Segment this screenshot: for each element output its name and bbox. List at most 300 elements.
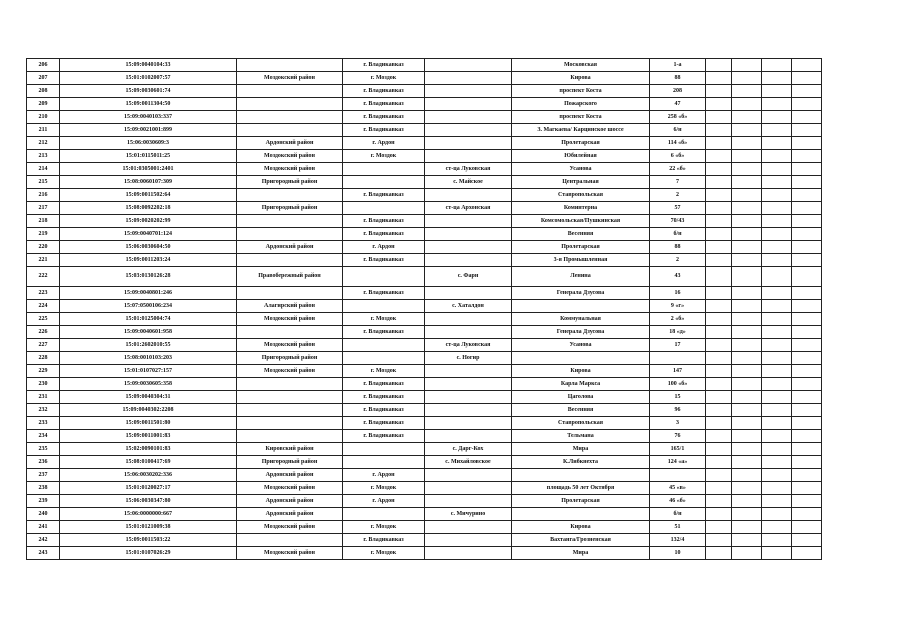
district-cell: Моздокский район [237, 521, 343, 534]
table-row [27, 391, 822, 404]
house-number-cell: 9 «г» [650, 300, 706, 313]
settlement-cell: с. Дарг-Кох [425, 443, 512, 456]
cadastral-number-cell: 15:08:0100417:69 [60, 456, 237, 469]
empty-cell [732, 443, 762, 456]
street-cell: Усанова [512, 163, 650, 176]
empty-cell [732, 150, 762, 163]
cadastral-number-cell: 15:09:0011502:64 [60, 189, 237, 202]
empty-cell [732, 378, 762, 391]
street-cell: Ленина [512, 267, 650, 287]
empty-cell [706, 313, 732, 326]
district-cell [237, 254, 343, 267]
cadastral-number-cell: 15:06:0030604:50 [60, 241, 237, 254]
row-number-cell: 209 [27, 98, 60, 111]
house-number-cell: 88 [650, 72, 706, 85]
city-cell: г. Владикавказ [343, 326, 425, 339]
district-cell [237, 404, 343, 417]
district-cell [237, 417, 343, 430]
district-cell [237, 189, 343, 202]
empty-cell [792, 254, 822, 267]
city-cell [343, 508, 425, 521]
cadastral-number-cell: 15:06:0030347:80 [60, 495, 237, 508]
empty-cell [762, 417, 792, 430]
cadastral-number-cell: 15:06:0000000:667 [60, 508, 237, 521]
empty-cell [792, 391, 822, 404]
empty-cell [732, 313, 762, 326]
district-cell: Кировский район [237, 443, 343, 456]
table-row [27, 352, 822, 365]
empty-cell [706, 72, 732, 85]
table-row [27, 287, 822, 300]
house-number-cell: 208 [650, 85, 706, 98]
empty-cell [732, 508, 762, 521]
empty-cell [706, 378, 732, 391]
empty-cell [792, 547, 822, 560]
empty-cell [762, 443, 792, 456]
street-cell: Генерала Дзусова [512, 287, 650, 300]
street-cell: Пожарского [512, 98, 650, 111]
cadastral-number-cell: 15:01:0305001:2401 [60, 163, 237, 176]
table-row [27, 508, 822, 521]
empty-cell [732, 241, 762, 254]
row-number-cell: 236 [27, 456, 60, 469]
district-cell: Пригородный район [237, 456, 343, 469]
row-number-cell: 242 [27, 534, 60, 547]
house-number-cell: 2 «б» [650, 313, 706, 326]
empty-cell [792, 469, 822, 482]
city-cell: г. Владикавказ [343, 85, 425, 98]
empty-cell [732, 495, 762, 508]
table-row [27, 547, 822, 560]
empty-cell [792, 495, 822, 508]
street-cell: Вахтанга/Грозненская [512, 534, 650, 547]
empty-cell [706, 482, 732, 495]
empty-cell [762, 300, 792, 313]
settlement-cell [425, 495, 512, 508]
empty-cell [706, 228, 732, 241]
row-number-cell: 208 [27, 85, 60, 98]
house-number-cell: 258 «б» [650, 111, 706, 124]
settlement-cell [425, 326, 512, 339]
city-cell [343, 443, 425, 456]
cadastral-number-cell: 15:09:0011001:83 [60, 430, 237, 443]
cadastral-number-cell: 15:01:0102007:57 [60, 72, 237, 85]
street-cell: Карла Маркса [512, 378, 650, 391]
district-cell: Правобережный район [237, 267, 343, 287]
empty-cell [792, 300, 822, 313]
district-cell [237, 228, 343, 241]
district-cell [237, 124, 343, 137]
settlement-cell [425, 98, 512, 111]
table-row [27, 378, 822, 391]
settlement-cell: ст-ца Луковская [425, 163, 512, 176]
settlement-cell [425, 521, 512, 534]
row-number-cell: 212 [27, 137, 60, 150]
house-number-cell: 165/1 [650, 443, 706, 456]
district-cell [237, 215, 343, 228]
house-number-cell: 3 [650, 417, 706, 430]
empty-cell [762, 137, 792, 150]
house-number-cell: б/н [650, 508, 706, 521]
empty-cell [762, 456, 792, 469]
row-number-cell: 223 [27, 287, 60, 300]
city-cell: г. Моздок [343, 482, 425, 495]
empty-cell [732, 111, 762, 124]
row-number-cell: 230 [27, 378, 60, 391]
street-cell [512, 469, 650, 482]
city-cell [343, 163, 425, 176]
row-number-cell: 239 [27, 495, 60, 508]
row-number-cell: 234 [27, 430, 60, 443]
city-cell: г. Владикавказ [343, 59, 425, 72]
city-cell [343, 352, 425, 365]
empty-cell [792, 365, 822, 378]
empty-cell [762, 98, 792, 111]
table-body [27, 59, 822, 560]
empty-cell [732, 72, 762, 85]
empty-cell [732, 137, 762, 150]
district-cell [237, 391, 343, 404]
empty-cell [762, 430, 792, 443]
street-cell [512, 508, 650, 521]
empty-cell [792, 111, 822, 124]
cadastral-number-cell: 15:09:0011503:22 [60, 534, 237, 547]
empty-cell [792, 404, 822, 417]
house-number-cell: 47 [650, 98, 706, 111]
house-number-cell: 2 [650, 254, 706, 267]
district-cell [237, 85, 343, 98]
cadastral-number-cell: 15:09:0040701:124 [60, 228, 237, 241]
city-cell: г. Ардон [343, 495, 425, 508]
city-cell: г. Моздок [343, 365, 425, 378]
empty-cell [762, 215, 792, 228]
street-cell: проспект Коста [512, 111, 650, 124]
empty-cell [706, 404, 732, 417]
empty-cell [706, 495, 732, 508]
district-cell: Моздокский район [237, 72, 343, 85]
empty-cell [706, 98, 732, 111]
empty-cell [706, 547, 732, 560]
empty-cell [706, 150, 732, 163]
house-number-cell: 16 [650, 287, 706, 300]
empty-cell [792, 508, 822, 521]
city-cell [343, 339, 425, 352]
house-number-cell: 6/н [650, 124, 706, 137]
table-row [27, 456, 822, 469]
city-cell: г. Ардон [343, 241, 425, 254]
house-number-cell: 43 [650, 267, 706, 287]
empty-cell [732, 59, 762, 72]
street-cell: проспект Коста [512, 85, 650, 98]
street-cell: Пролетарская [512, 137, 650, 150]
settlement-cell [425, 313, 512, 326]
cadastral-number-cell: 15:09:0021001:899 [60, 124, 237, 137]
district-cell [237, 430, 343, 443]
settlement-cell [425, 482, 512, 495]
empty-cell [706, 287, 732, 300]
empty-cell [706, 267, 732, 287]
table-row [27, 326, 822, 339]
row-number-cell: 213 [27, 150, 60, 163]
city-cell [343, 176, 425, 189]
empty-cell [762, 59, 792, 72]
empty-cell [706, 326, 732, 339]
city-cell: г. Владикавказ [343, 254, 425, 267]
house-number-cell: 124 «а» [650, 456, 706, 469]
row-number-cell: 227 [27, 339, 60, 352]
city-cell: г. Владикавказ [343, 404, 425, 417]
empty-cell [732, 189, 762, 202]
street-cell: Центральная [512, 176, 650, 189]
empty-cell [732, 300, 762, 313]
district-cell: Ардонский район [237, 137, 343, 150]
empty-cell [706, 300, 732, 313]
district-cell [237, 326, 343, 339]
table-row [27, 215, 822, 228]
empty-cell [792, 163, 822, 176]
empty-cell [792, 215, 822, 228]
cadastral-number-cell: 15:06:0030202:336 [60, 469, 237, 482]
settlement-cell: с. Фарн [425, 267, 512, 287]
street-cell: Кирова [512, 521, 650, 534]
empty-cell [706, 430, 732, 443]
cadastral-number-cell: 15:09:0011501:80 [60, 417, 237, 430]
table-row [27, 111, 822, 124]
row-number-cell: 240 [27, 508, 60, 521]
house-number-cell: 7 [650, 176, 706, 189]
empty-cell [706, 339, 732, 352]
street-cell: Тельмана [512, 430, 650, 443]
empty-cell [732, 404, 762, 417]
empty-cell [732, 326, 762, 339]
settlement-cell [425, 254, 512, 267]
empty-cell [732, 391, 762, 404]
empty-cell [732, 287, 762, 300]
registry-sheet [26, 58, 822, 560]
empty-cell [762, 241, 792, 254]
street-cell: площадь 50 лет Октября [512, 482, 650, 495]
empty-cell [792, 98, 822, 111]
settlement-cell: с. Михайловское [425, 456, 512, 469]
settlement-cell [425, 124, 512, 137]
table-row [27, 202, 822, 215]
house-number-cell: 114 «б» [650, 137, 706, 150]
row-number-cell: 243 [27, 547, 60, 560]
empty-cell [792, 176, 822, 189]
empty-cell [706, 508, 732, 521]
cadastral-number-cell: 15:07:0500106:234 [60, 300, 237, 313]
city-cell: г. Владикавказ [343, 124, 425, 137]
district-cell [237, 534, 343, 547]
district-cell [237, 287, 343, 300]
table-row [27, 417, 822, 430]
empty-cell [732, 469, 762, 482]
row-number-cell: 222 [27, 267, 60, 287]
empty-cell [732, 176, 762, 189]
cadastral-number-cell: 15:09:0011203:24 [60, 254, 237, 267]
city-cell: г. Владикавказ [343, 215, 425, 228]
empty-cell [762, 534, 792, 547]
table-row [27, 59, 822, 72]
row-number-cell: 238 [27, 482, 60, 495]
empty-cell [762, 339, 792, 352]
city-cell: г. Моздок [343, 72, 425, 85]
empty-cell [732, 430, 762, 443]
city-cell [343, 267, 425, 287]
district-cell: Алагирский район [237, 300, 343, 313]
street-cell: Мира [512, 443, 650, 456]
house-number-cell: 2 [650, 189, 706, 202]
city-cell: г. Владикавказ [343, 98, 425, 111]
table-row [27, 534, 822, 547]
settlement-cell [425, 469, 512, 482]
street-cell: Цаголова [512, 391, 650, 404]
empty-cell [732, 254, 762, 267]
table-row [27, 176, 822, 189]
district-cell: Моздокский район [237, 163, 343, 176]
table-row [27, 339, 822, 352]
city-cell: г. Моздок [343, 313, 425, 326]
empty-cell [762, 267, 792, 287]
house-number-cell: 10 [650, 547, 706, 560]
street-cell: Генерала Дзусова [512, 326, 650, 339]
settlement-cell [425, 215, 512, 228]
empty-cell [762, 547, 792, 560]
house-number-cell: 45 «в» [650, 482, 706, 495]
cadastral-number-cell: 15:09:0040304:31 [60, 391, 237, 404]
empty-cell [732, 215, 762, 228]
street-cell: З. Магкаева/ Карцинское шоссе [512, 124, 650, 137]
row-number-cell: 218 [27, 215, 60, 228]
empty-cell [762, 365, 792, 378]
empty-cell [792, 352, 822, 365]
row-number-cell: 224 [27, 300, 60, 313]
district-cell: Моздокский район [237, 482, 343, 495]
table-row [27, 430, 822, 443]
table-row [27, 300, 822, 313]
table-row [27, 228, 822, 241]
settlement-cell [425, 378, 512, 391]
cadastral-number-cell: 15:02:0090101:83 [60, 443, 237, 456]
empty-cell [732, 163, 762, 176]
settlement-cell: ст-ца Архонская [425, 202, 512, 215]
settlement-cell [425, 287, 512, 300]
cadastral-number-cell: 15:09:0020202:99 [60, 215, 237, 228]
empty-cell [792, 417, 822, 430]
settlement-cell [425, 111, 512, 124]
empty-cell [732, 482, 762, 495]
table-row [27, 72, 822, 85]
empty-cell [762, 72, 792, 85]
row-number-cell: 210 [27, 111, 60, 124]
house-number-cell: б/н [650, 228, 706, 241]
empty-cell [732, 521, 762, 534]
settlement-cell: с. Мичурино [425, 508, 512, 521]
empty-cell [762, 111, 792, 124]
empty-cell [732, 202, 762, 215]
cadastral-number-cell: 15:01:0121009:38 [60, 521, 237, 534]
settlement-cell [425, 547, 512, 560]
street-cell: Московская [512, 59, 650, 72]
cadastral-number-cell: 15:09:0040302:2208 [60, 404, 237, 417]
empty-cell [762, 326, 792, 339]
table-row [27, 365, 822, 378]
empty-cell [706, 417, 732, 430]
settlement-cell [425, 534, 512, 547]
city-cell: г. Владикавказ [343, 430, 425, 443]
house-number-cell: 147 [650, 365, 706, 378]
district-cell: Моздокский район [237, 365, 343, 378]
row-number-cell: 221 [27, 254, 60, 267]
table-row [27, 313, 822, 326]
empty-cell [762, 287, 792, 300]
city-cell: г. Ардон [343, 469, 425, 482]
house-number-cell: 70/43 [650, 215, 706, 228]
street-cell [512, 300, 650, 313]
table-row [27, 521, 822, 534]
row-number-cell: 214 [27, 163, 60, 176]
district-cell: Ардонский район [237, 495, 343, 508]
row-number-cell: 229 [27, 365, 60, 378]
empty-cell [732, 456, 762, 469]
table-row [27, 267, 822, 287]
empty-cell [732, 352, 762, 365]
empty-cell [762, 495, 792, 508]
empty-cell [732, 85, 762, 98]
street-cell: Кирова [512, 365, 650, 378]
empty-cell [792, 59, 822, 72]
district-cell: Пригородный район [237, 352, 343, 365]
row-number-cell: 235 [27, 443, 60, 456]
district-cell: Моздокский район [237, 547, 343, 560]
house-number-cell: 15 [650, 391, 706, 404]
empty-cell [792, 430, 822, 443]
table-row [27, 163, 822, 176]
table-row [27, 98, 822, 111]
street-cell: Пролетарская [512, 241, 650, 254]
empty-cell [706, 111, 732, 124]
house-number-cell: 1-а [650, 59, 706, 72]
empty-cell [762, 85, 792, 98]
empty-cell [706, 59, 732, 72]
empty-cell [762, 508, 792, 521]
empty-cell [762, 228, 792, 241]
empty-cell [732, 228, 762, 241]
table-row [27, 137, 822, 150]
empty-cell [762, 150, 792, 163]
street-cell: Весенняя [512, 404, 650, 417]
street-cell: Комсомольская/Пушкинская [512, 215, 650, 228]
cadastral-number-cell: 15:01:0107027:157 [60, 365, 237, 378]
empty-cell [792, 378, 822, 391]
empty-cell [792, 326, 822, 339]
empty-cell [706, 365, 732, 378]
empty-cell [792, 267, 822, 287]
house-number-cell: 100 «б» [650, 378, 706, 391]
street-cell: Коммунальная [512, 313, 650, 326]
empty-cell [762, 378, 792, 391]
empty-cell [792, 189, 822, 202]
cadastral-number-cell: 15:09:0040601:958 [60, 326, 237, 339]
empty-cell [762, 482, 792, 495]
empty-cell [706, 189, 732, 202]
row-number-cell: 220 [27, 241, 60, 254]
city-cell: г. Владикавказ [343, 111, 425, 124]
property-registry-table [26, 58, 822, 560]
settlement-cell [425, 365, 512, 378]
row-number-cell: 226 [27, 326, 60, 339]
cadastral-number-cell: 15:03:0130126:28 [60, 267, 237, 287]
